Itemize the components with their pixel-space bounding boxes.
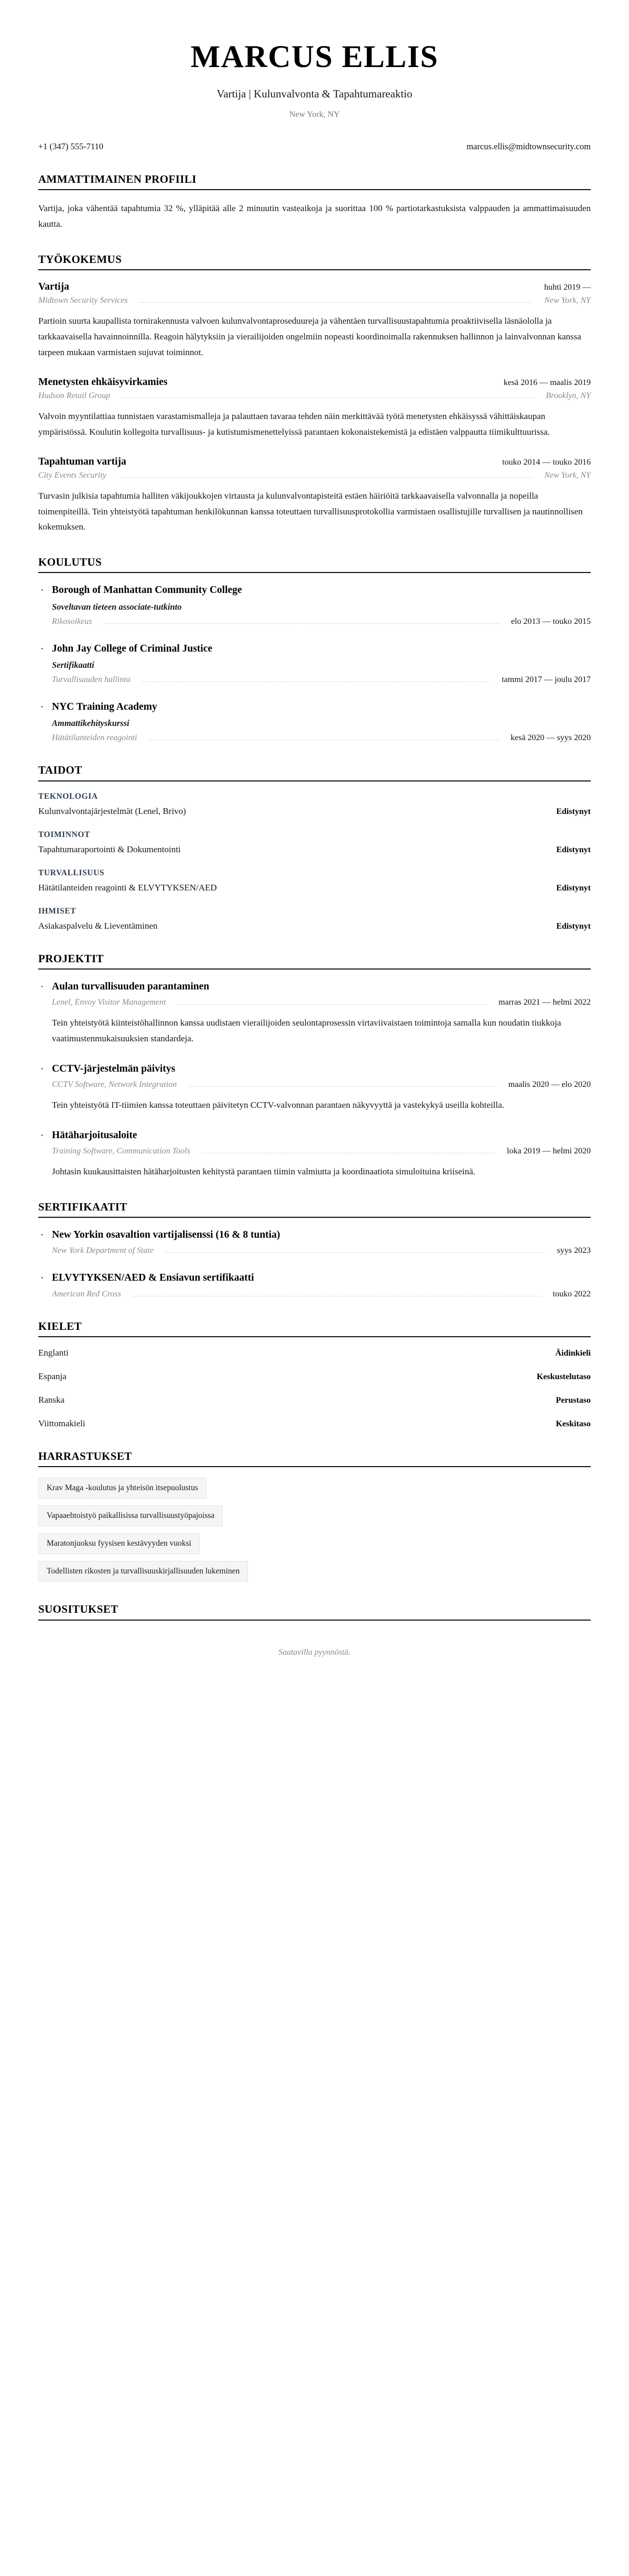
school-name: John Jay College of Criminal Justice xyxy=(52,643,213,654)
header-location: New York, NY xyxy=(289,110,340,119)
language-name: Espanja xyxy=(38,1371,67,1381)
degree-name: Ammattikehityskurssi xyxy=(52,718,129,729)
experience-meta-row xyxy=(38,391,591,401)
certifications-list xyxy=(38,1218,591,1299)
experience-item xyxy=(38,456,591,535)
project-item xyxy=(38,1129,591,1180)
company-name: Hudson Retail Group xyxy=(38,391,111,401)
dotted-leader xyxy=(118,477,533,478)
certification-item xyxy=(38,1271,591,1298)
projects-list xyxy=(38,970,591,1180)
skill-category: IHMISET xyxy=(38,906,77,916)
job-location: Brooklyn, NY xyxy=(546,391,591,401)
certification-date: touko 2022 xyxy=(552,1289,591,1298)
section-summary xyxy=(38,173,591,232)
skill-name: Asiakaspalvelu & Lieventäminen xyxy=(38,920,158,931)
experience-item xyxy=(38,376,591,440)
experience-header-row xyxy=(38,281,591,293)
education-dates: tammi 2017 — joulu 2017 xyxy=(502,675,591,685)
dotted-leader xyxy=(188,1086,496,1087)
project-description: Tein yhteistyötä kiinteistöhallinnon kanssa uudistaen vierailijoiden seulontaprosessin virtaviivaistaen toimintoja samalla kun noudatin tiukkoja vaatimustenmukaisuuksien standardeja. xyxy=(52,1018,561,1043)
certification-name: ELVYTYKSEN/AED & Ensiavun sertifikaatti xyxy=(52,1272,254,1284)
company-name: Midtown Security Services xyxy=(38,296,128,305)
experience-meta-row xyxy=(38,296,591,305)
section-references xyxy=(38,1603,591,1657)
education-meta-row xyxy=(52,733,591,743)
certification-name: New Yorkin osavaltion vartijalisenssi (16 & 8 tuntia) xyxy=(52,1229,280,1240)
contact-row xyxy=(38,141,591,152)
page-title: MARCUS ELLIS xyxy=(190,39,439,74)
job-description: Valvoin myyntilattiaa tunnistaen varastamismalleja ja palauttaen tavaraa tehden näin merkittävää työtä menetysten ehkäisyssä vähittäiskaupan ympäristössä. Koulutin kollegoita turvallisuus- ja kutistumismenettelyissä parantaen kokonaistekemistä ja edistäen valppautta tiimikulttuurissa. xyxy=(38,411,550,437)
project-name: Aulan turvallisuuden parantaminen xyxy=(52,981,210,992)
interest-chip: Maratonjuoksu fyysisen kestävyyden vuoksi xyxy=(38,1533,200,1554)
job-location: New York, NY xyxy=(544,470,591,480)
degree-name: Soveltavan tieteen associate-tutkinto xyxy=(52,601,182,612)
project-tools: Lenel, Envoy Visitor Management xyxy=(52,998,166,1007)
language-level: Perustaso xyxy=(556,1395,591,1405)
references-text: Saatavilla pyynnöstä. xyxy=(278,1647,351,1657)
section-skills xyxy=(38,764,591,931)
section-languages xyxy=(38,1320,591,1429)
project-tools: Training Software, Communication Tools xyxy=(52,1146,190,1155)
language-row xyxy=(38,1418,591,1429)
skill-row xyxy=(38,844,591,855)
language-name: Englanti xyxy=(38,1347,69,1358)
school-name: Borough of Manhattan Community College xyxy=(52,585,242,596)
skill-row xyxy=(38,883,591,893)
dotted-leader xyxy=(139,302,533,303)
education-meta-row xyxy=(52,617,591,626)
project-dates: marras 2021 — helmi 2022 xyxy=(498,998,591,1007)
language-level: Keskitaso xyxy=(556,1419,591,1428)
bullet-icon: · xyxy=(40,981,44,993)
education-item xyxy=(38,584,591,626)
language-name: Ranska xyxy=(38,1394,65,1405)
skill-group xyxy=(38,868,591,893)
bullet-icon: · xyxy=(40,585,44,597)
experience-header-row xyxy=(38,376,591,389)
skill-name: Tapahtumaraportointi & Dokumentointi xyxy=(38,844,181,854)
project-dates: maalis 2020 — elo 2020 xyxy=(508,1080,591,1089)
interest-chip: Vapaaehtoistyö paikallisissa turvallisuustyöpajoissa xyxy=(38,1505,223,1526)
certification-issuer: New York Department of State xyxy=(52,1246,154,1256)
language-row xyxy=(38,1348,591,1358)
skill-group xyxy=(38,792,591,817)
job-title: Vartija xyxy=(38,281,69,293)
skill-row xyxy=(38,806,591,817)
education-item xyxy=(38,642,591,685)
skill-group xyxy=(38,907,591,931)
interests-body xyxy=(38,1467,591,1582)
skill-group xyxy=(38,830,591,855)
experience-meta-row xyxy=(38,471,591,480)
bullet-icon: · xyxy=(40,1272,44,1284)
skill-level: Edistynyt xyxy=(556,883,591,893)
skill-level: Edistynyt xyxy=(556,845,591,854)
skill-category: TEKNOLOGIA xyxy=(38,791,98,801)
section-title-experience: TYÖKOKEMUS xyxy=(38,253,591,270)
skill-name: Kulunvalvontajärjestelmät (Lenel, Brivo) xyxy=(38,806,186,816)
resume-header xyxy=(38,29,591,152)
language-level: Äidinkieli xyxy=(555,1348,591,1358)
skill-category: TURVALLISUUS xyxy=(38,868,105,877)
skill-level: Edistynyt xyxy=(556,807,591,816)
project-meta-row xyxy=(52,998,591,1007)
summary-body xyxy=(38,190,591,232)
language-row xyxy=(38,1395,591,1405)
language-level: Keskustelutaso xyxy=(536,1372,591,1381)
project-description: Johtasin kuukausittaisten hätäharjoitusten kehitystä parantaen tiimin valmiutta ja koordinaatiota simuloituina kriiseinä. xyxy=(52,1166,475,1176)
job-dates: huhti 2019 — xyxy=(544,283,591,292)
interest-chip: Krav Maga -koulutus ja yhteisön itsepuolustus xyxy=(38,1478,207,1499)
dotted-leader xyxy=(142,681,490,682)
experience-header-row xyxy=(38,456,591,468)
experience-list xyxy=(38,270,591,535)
section-title-summary: AMMATTIMAINEN PROFIILI xyxy=(38,173,591,190)
professional-headline: Vartija | Kulunvalvonta & Tapahtumareaktio xyxy=(216,87,413,100)
project-meta-row xyxy=(52,1147,591,1156)
education-dates: kesä 2020 — syys 2020 xyxy=(511,733,591,743)
dotted-leader xyxy=(165,1252,545,1253)
project-name: Hätäharjoitusaloite xyxy=(52,1129,137,1141)
section-title-references: SUOSITUKSET xyxy=(38,1603,591,1620)
certification-date: syys 2023 xyxy=(557,1246,591,1256)
job-title: Tapahtuman vartija xyxy=(38,456,126,467)
section-education xyxy=(38,556,591,743)
phone-number[interactable]: +1 (347) 555-7110 xyxy=(38,141,104,152)
project-description: Tein yhteistyötä IT-tiimien kanssa toteuttaen päivitetyn CCTV-valvonnan parantaen näkyvyyttä ja vastekykyä useilla kohteilla. xyxy=(52,1099,504,1110)
skill-name: Hätätilanteiden reagointi & ELVYTYKSEN/AED xyxy=(38,882,217,893)
bullet-icon: · xyxy=(40,643,44,655)
project-meta-row xyxy=(52,1080,591,1089)
skill-category: TOIMINNOT xyxy=(38,830,90,839)
section-title-certifications: SERTIFIKAATIT xyxy=(38,1201,591,1218)
certification-meta-row xyxy=(52,1246,591,1256)
certification-item xyxy=(38,1228,591,1256)
job-description: Turvasin julkisia tapahtumia halliten väkijoukkojen virtausta ja kulunvalvontapisteitä estäen häiriöitä tarkkaavaisella valvonnalla ja nopeilla toimenpiteillä. Tein yhteistyötä tapahtuman henkilökunnan kanssa toteuttaen turvallisuusprotokollia varmistaen osallistujille turvallisen ja nautinnollisen kokemuksen. xyxy=(38,490,583,532)
skill-level: Edistynyt xyxy=(556,921,591,931)
education-item xyxy=(38,700,591,743)
interest-list xyxy=(38,1478,591,1582)
section-title-projects: PROJEKTIT xyxy=(38,952,591,970)
section-experience xyxy=(38,253,591,535)
bullet-icon: · xyxy=(40,1129,44,1141)
section-interests xyxy=(38,1450,591,1582)
languages-list xyxy=(38,1337,591,1429)
section-certifications xyxy=(38,1201,591,1299)
certification-meta-row xyxy=(52,1290,591,1299)
project-name: CCTV-järjestelmän päivitys xyxy=(52,1063,176,1074)
field-of-study: Rikosoikeus xyxy=(52,617,92,626)
experience-item xyxy=(38,281,591,360)
project-tools: CCTV Software, Network Integration xyxy=(52,1080,177,1089)
email-address[interactable]: marcus.ellis@midtownsecurity.com xyxy=(467,141,591,152)
section-title-interests: HARRASTUKSET xyxy=(38,1450,591,1467)
company-name: City Events Security xyxy=(38,470,106,480)
degree-name: Sertifikaatti xyxy=(52,660,94,670)
skill-row xyxy=(38,921,591,931)
field-of-study: Hätätilanteiden reagointi xyxy=(52,733,137,743)
school-name: NYC Training Academy xyxy=(52,701,157,713)
dotted-leader xyxy=(103,623,500,624)
education-list xyxy=(38,573,591,743)
references-body xyxy=(38,1621,591,1657)
section-title-languages: KIELET xyxy=(38,1320,591,1337)
job-description: Partioin suurta kaupallista tornirakennusta valvoen kulunvalvontaproseduureja ja vähentäen turvallisuustapahtumia proaktiivisella läsnäololla ja tarkkaavaisella havainnoinnilla. Reagoin hälytyksiin ja vierailijoiden ongelmiin nopeasti koordinoimalla rakennuksen hallinnon ja lainvalvonnan kanssa tarpeen mukaan varmistaen sujuvat toiminnot. xyxy=(38,316,581,357)
job-title: Menetysten ehkäisyvirkamies xyxy=(38,376,168,388)
summary-text: Vartija, joka vähentää tapahtumia 32 %, ylläpitää alle 2 minuutin vasteaikoja ja suorittaa 100 % partiotarkastuksista valppauden ja ammattimaisuuden kautta. xyxy=(38,203,591,229)
section-title-skills: TAIDOT xyxy=(38,764,591,781)
language-name: Viittomakieli xyxy=(38,1418,85,1428)
bullet-icon: · xyxy=(40,1229,44,1241)
dotted-leader xyxy=(177,1004,487,1005)
interest-chip: Todellisten rikosten ja turvallisuuskirjallisuuden lukeminen xyxy=(38,1561,248,1582)
job-location: New York, NY xyxy=(544,296,591,305)
job-dates: kesä 2016 — maalis 2019 xyxy=(503,378,591,387)
section-projects xyxy=(38,952,591,1180)
section-title-education: KOULUTUS xyxy=(38,556,591,573)
education-dates: elo 2013 — touko 2015 xyxy=(511,617,591,626)
bullet-icon: · xyxy=(40,1063,44,1075)
project-item xyxy=(38,980,591,1047)
education-meta-row xyxy=(52,675,591,685)
project-dates: loka 2019 — helmi 2020 xyxy=(507,1146,591,1155)
job-dates: touko 2014 — touko 2016 xyxy=(502,457,591,467)
skills-list xyxy=(38,781,591,931)
certification-issuer: American Red Cross xyxy=(52,1289,121,1298)
field-of-study: Turvallisuuden hallinta xyxy=(52,675,131,685)
language-row xyxy=(38,1371,591,1382)
project-item xyxy=(38,1062,591,1113)
bullet-icon: · xyxy=(40,701,44,713)
